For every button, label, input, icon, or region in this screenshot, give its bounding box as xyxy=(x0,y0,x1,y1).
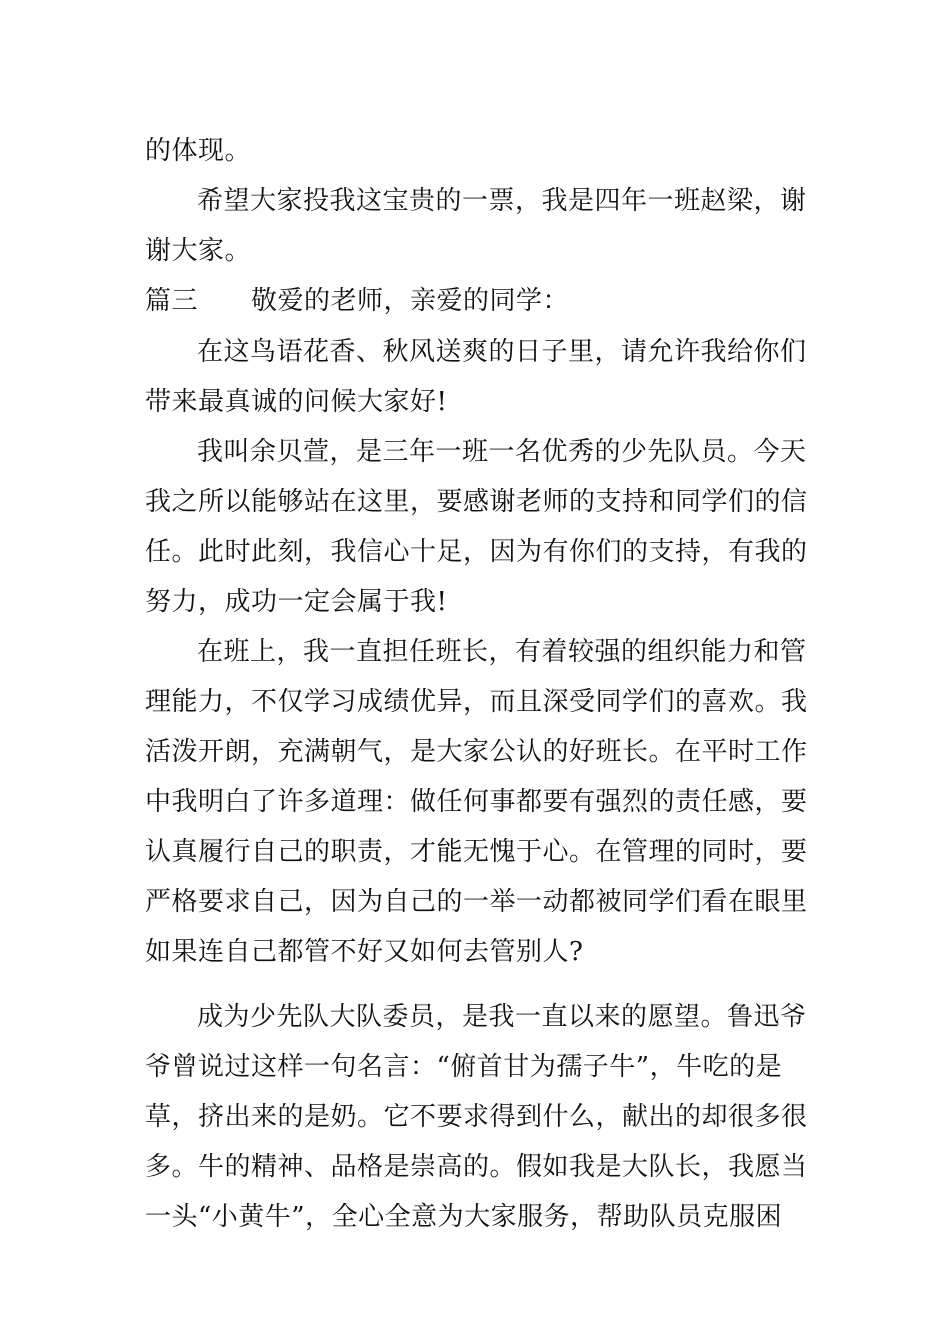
text-line: 带来最真诚的问候大家好! xyxy=(145,387,448,417)
text-line: 成为少先队大队委员，是我一直以来的愿望。鲁迅爷 xyxy=(197,1002,807,1032)
text-line: 如果连自己都管不好又如何去管别人? xyxy=(145,937,584,967)
text-line: 多。牛的精神、品格是崇高的。假如我是大队长，我愿当 xyxy=(145,1152,808,1182)
section-heading: 篇三 敬爱的老师，亲爱的同学： xyxy=(145,286,570,316)
text-line: 中我明白了许多道理：做任何事都要有强烈的责任感，要 xyxy=(145,787,808,817)
text-line: 一头“小黄牛”，全心全意为大家服务，帮助队员克服困 xyxy=(145,1202,783,1232)
text-line: 活泼开朗，充满朝气，是大家公认的好班长。在平时工作 xyxy=(145,737,808,767)
text-line: 爷曾说过这样一句名言：“俯首甘为孺子牛”，牛吃的是 xyxy=(145,1052,783,1082)
text-line: 理能力，不仅学习成绩优异，而且深受同学们的喜欢。我 xyxy=(145,687,808,717)
text-line: 认真履行自己的职责，才能无愧于心。在管理的同时，要 xyxy=(145,837,808,867)
text-line: 我叫余贝萱，是三年一班一名优秀的少先队员。今天 xyxy=(197,437,807,467)
text-line: 严格要求自己，因为自己的一举一动都被同学们看在眼里 xyxy=(145,887,808,917)
text-line: 谢大家。 xyxy=(145,236,252,266)
text-line: 我之所以能够站在这里，要感谢老师的支持和同学们的信 xyxy=(145,487,808,517)
text-line: 希望大家投我这宝贵的一票，我是四年一班赵梁，谢 xyxy=(197,186,807,216)
text-line: 任。此时此刻，我信心十足，因为有你们的支持，有我的 xyxy=(145,537,808,567)
text-line: 在这鸟语花香、秋风送爽的日子里，请允许我给你们 xyxy=(197,337,807,367)
text-line: 草，挤出来的是奶。它不要求得到什么，献出的却很多很 xyxy=(145,1102,808,1132)
text-line: 努力，成功一定会属于我! xyxy=(145,587,448,617)
text-line: 的体现。 xyxy=(145,136,252,166)
text-line: 在班上，我一直担任班长，有着较强的组织能力和管 xyxy=(197,637,807,667)
